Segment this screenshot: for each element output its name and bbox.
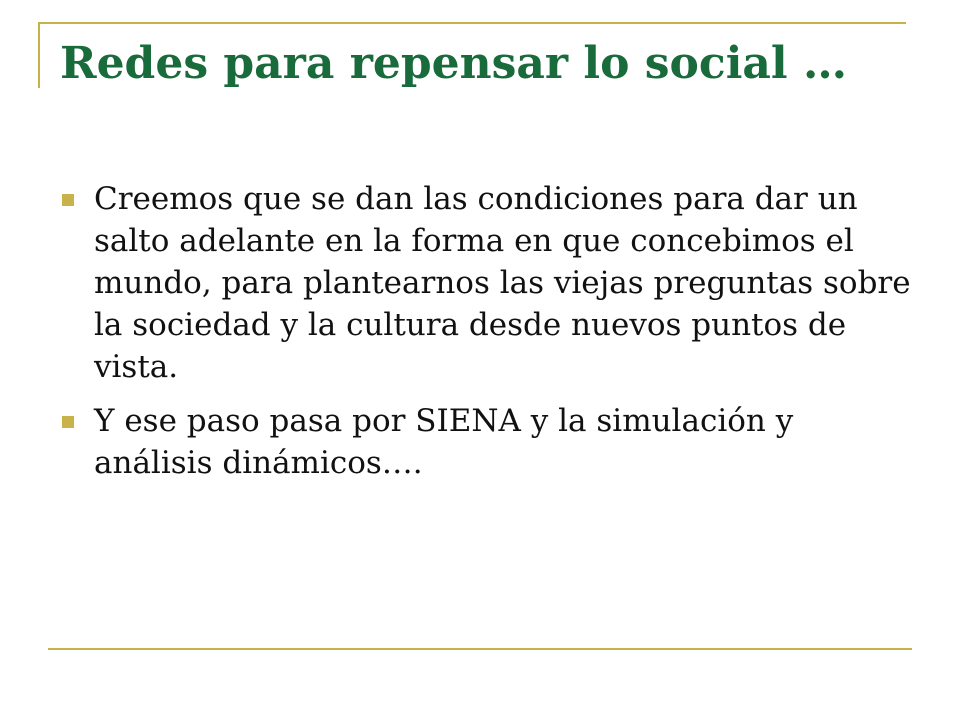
bottom-horizontal-rule: [48, 648, 912, 650]
bullet-item: [60, 178, 920, 388]
bullet-item: [60, 400, 920, 484]
top-vertical-rule: [38, 22, 40, 88]
slide-title: Redes para repensar lo social …: [60, 38, 847, 89]
bullet-text: Y ese paso pasa por SIENA y la simulación y análisis dinámicos….: [94, 403, 794, 481]
top-horizontal-rule: [38, 22, 906, 24]
bullet-list: [60, 178, 920, 496]
square-bullet-icon: [62, 416, 74, 428]
square-bullet-icon: [62, 194, 74, 206]
bullet-text: Creemos que se dan las condiciones para dar un salto adelante en la forma en que concebimos el mundo, para plantearnos las viejas preguntas sobre la sociedad y la cultura desde nuevos puntos de vista.: [94, 181, 911, 385]
